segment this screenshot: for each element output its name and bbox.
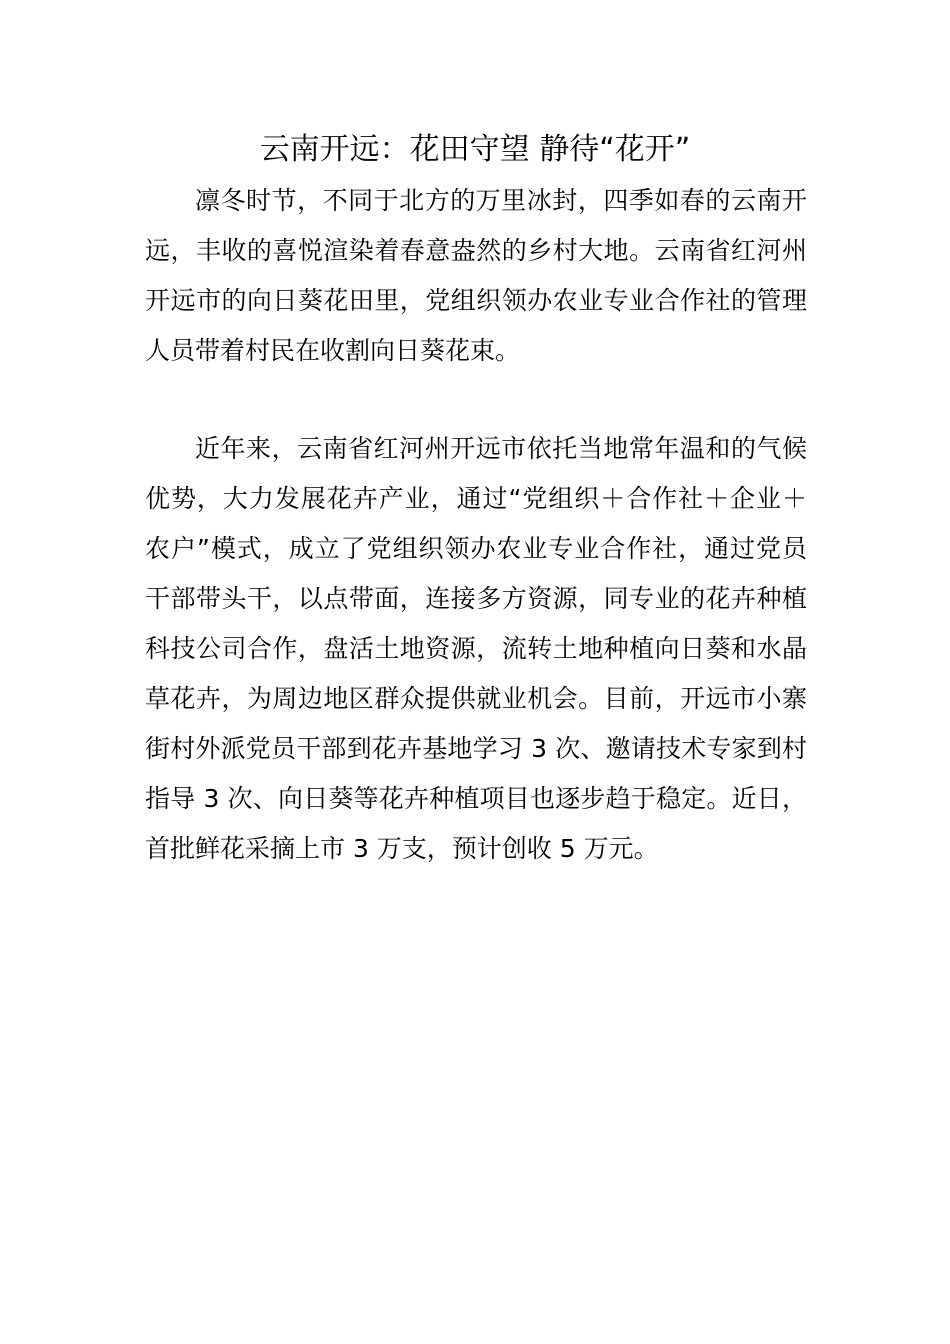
paragraph-2: 近年来，云南省红河州开远市依托当地常年温和的气候优势，大力发展花卉产业，通过“党组织＋合作社＋企业＋农户”模式，成立了党组织领办农业专业合作社，通过党员干部带头干，以点带面，连接多方资源，同专业的花卉种植科技公司合作，盘活土地资源，流转土地种植向日葵和水晶草花卉，为周边地区群众提供就业机会。目前，开远市小寨街村外派党员干部到花卉基地学习 3 次、邀请技术专家到村指导 3 次、向日葵等花卉种植项目也逐步趋于稳定。近日，首批鲜花采摘上市 3 万支，预计创收 5 万元。 [145, 434, 807, 863]
article-title: 云南开远：花田守望 静待“花开” [259, 132, 691, 167]
paragraph-1: 凛冬时节，不同于北方的万里冰封，四季如春的云南开远，丰收的喜悦渲染着春意盎然的乡村大地。云南省红河州开远市的向日葵花田里，党组织领办农业专业合作社的管理人员带着村民在收割向日葵花束。 [145, 186, 807, 365]
